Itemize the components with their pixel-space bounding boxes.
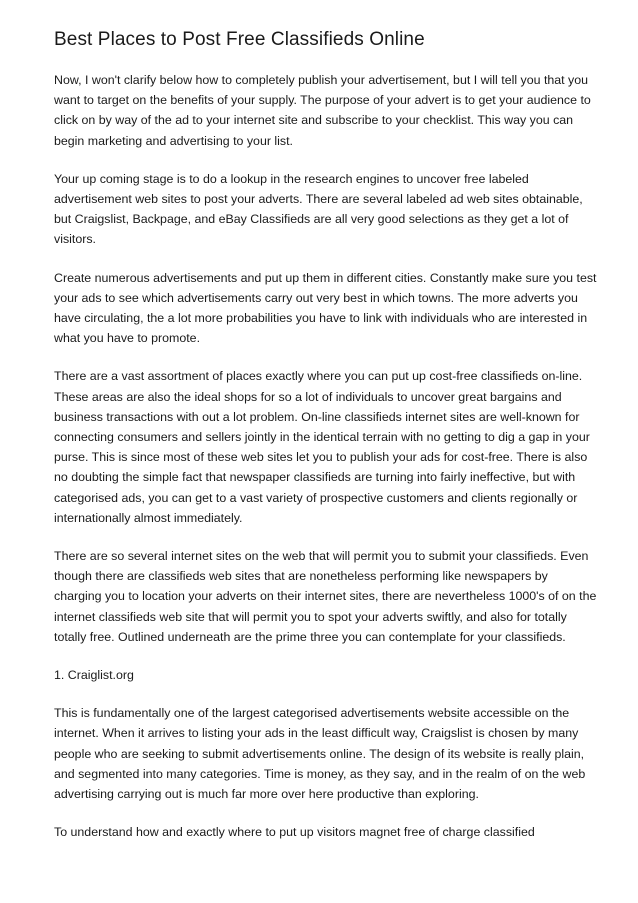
paragraph-1: Now, I won't clarify below how to completely publish your advertisement, but I will tell you that you want to target on the benefits of your supply. The purpose of your advert is to get your audience to click on by way of the ad to your internet site and subscribe to your checklist. This way you can begin marketing and advertising to your list. [54, 73, 591, 148]
paragraph-4: There are a vast assortment of places exactly where you can put up cost-free classifieds on-line. These areas are also the ideal shops for so a lot of individuals to uncover great bargains and business transactions with out a lot problem. On-line classifieds internet sites are well-known for connecting consumers and sellers jointly in the identical terrain with no getting to dig a gap in your purse. This is since most of these web sites let you to publish your ads for cost-free. There is also no doubting the simple fact that newspaper classifieds are turning into fairly ineffective, but with categorised ads, you can get to a vast variety of prospective customers and clients regionally or internationally almost immediately. [54, 369, 590, 525]
paragraph-2: Your up coming stage is to do a lookup in the research engines to uncover free labeled advertisement web sites to post your adverts. There are several labeled ad web sites obtainable, but Craigslist, Backpage, and eBay Classifieds are all very good selections as they get a lot of visitors. [54, 171, 583, 247]
paragraph-6: This is fundamentally one of the largest categorised advertisements website accessible on the internet. When it arrives to listing your ads in the least difficult way, Craigslist is chosen by many people who are seeking to submit advertisements online. The design of its website is really plain, and segmented into many categories. Time is money, as they say, and in the realm of on the web advertising carrying out is much far more over here productive than exploring. [54, 706, 586, 802]
page-title: Best Places to Post Free Classifieds Online [54, 29, 425, 50]
paragraph-7: To understand how and exactly where to put up visitors magnet free of charge classified [54, 825, 535, 840]
paragraph-3: Create numerous advertisements and put up them in different cities. Constantly make sure you test your ads to see which advertisements carry out very best in which towns. The more adverts you have circulating, the a lot more probabilities you have to link with individuals who are interested in what you have to promote. [54, 270, 597, 346]
paragraph-5: There are so several internet sites on the web that will permit you to submit your classifieds. Even though there are classifieds web sites that are nonetheless performing like newspapers by charging you to location your adverts on their internet sites, there are nevertheless 1000's of on the internet classifieds web site that will permit you to spot your adverts swiftly, and also for totally totally free. Outlined underneath are the prime three you can contemplate for your classifieds. [54, 549, 597, 644]
list-heading-craigslist: 1. Craiglist.org [54, 668, 134, 683]
